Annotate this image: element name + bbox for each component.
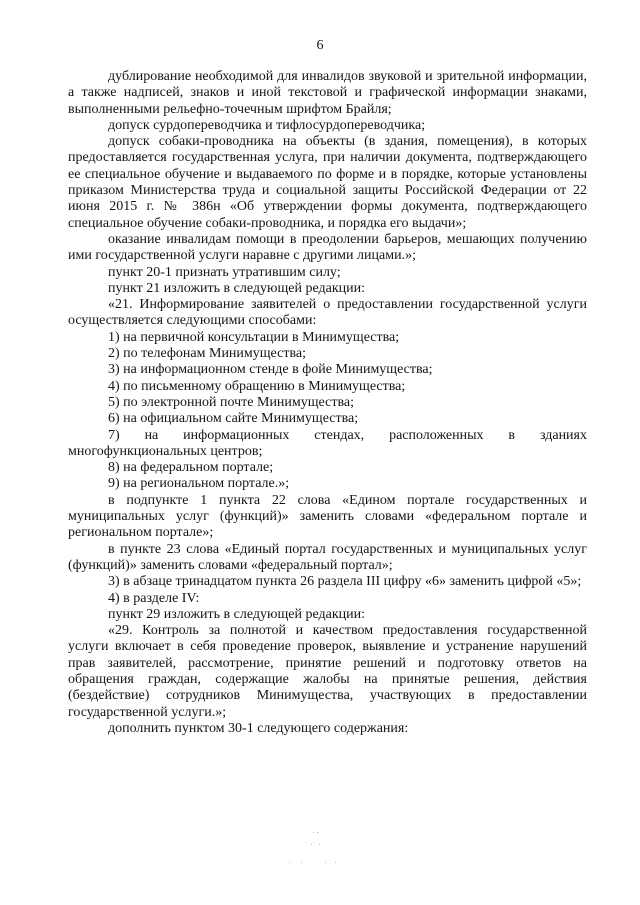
paragraph-assistance: оказание инвалидам помощи в преодолении барьеров, мешающих получению ими государственной услуги наравне с другими лицами.»; <box>68 231 587 264</box>
paragraph-item-26: 3) в абзаце тринадцатом пункта 26 раздела III цифру «6» заменить цифрой «5»; <box>108 574 582 590</box>
list-item-8: 8) на федеральном портале; <box>108 460 274 476</box>
paragraph-item-21-intro: пункт 21 изложить в следующей редакции: <box>108 280 365 296</box>
document-body <box>68 69 587 737</box>
paragraph-sign-interpreter: допуск сурдопереводчика и тифлосурдопереводчика; <box>108 117 426 133</box>
list-item-9: 9) на региональном портале.»; <box>108 476 290 492</box>
list-item-2: 2) по телефонам Минимущества; <box>108 346 306 362</box>
paragraph-guide-dog: допуск собаки-проводника на объекты (в здания, помещения), в которых предоставляется государственная услуга, при наличии документа, подтверждающего ее специальное обучение и выдаваемого по форме и в порядке, которые установлены приказом Министерства труда и социальной защиты Российской Федерации от 22 июня 2015 г. № 386н «Об утверждении формы документа, подтверждающего специальное обучение собаки-проводника, и порядка его выдачи»; <box>68 134 587 231</box>
paragraph-item-29: «29. Контроль за полнотой и качеством предоставления государственной услуги включает в себя проведение проверок, выявление и устранение нарушений прав заявителей, рассмотрение, принятие решений и подготовку ответов на обращения граждан, содержащие жалобы на принятые решения, действия (бездействие) сотрудников Минимущества, участвующих в предоставлении государственной услуги.»; <box>68 623 587 720</box>
list-item-6: 6) на официальном сайте Минимущества; <box>108 411 359 427</box>
paragraph-section-iv: 4) в разделе IV: <box>108 590 200 606</box>
paragraph-item-29-intro: пункт 29 изложить в следующей редакции: <box>108 606 365 622</box>
paragraph-braille-info: дублирование необходимой для инвалидов звуковой и зрительной информации, а также надписей, знаков и иной текстовой и графической информации знаками, выполненными рельефно-точечным шрифтом Брайля; <box>68 69 587 117</box>
list-item-3: 3) на информационном стенде в фойе Минимущества; <box>108 362 433 378</box>
list-item-5: 5) по электронной почте Минимущества; <box>108 394 354 410</box>
list-item-1: 1) на первичной консультации в Минимущества; <box>108 329 400 345</box>
paragraph-item-20-1: пункт 20-1 признать утратившим силу; <box>108 264 341 280</box>
paragraph-item-21: «21. Информирование заявителей о предоставлении государственной услуги осуществляется следующими способами: <box>68 297 587 329</box>
list-item-4: 4) по письменному обращению в Минимущества; <box>108 378 406 394</box>
scan-artifact <box>283 832 343 864</box>
paragraph-item-23: в пункте 23 слова «Единый портал государственных и муниципальных услуг (функций)» заменить словами «федеральный портал»; <box>68 541 587 573</box>
page-number: 6 <box>316 38 324 53</box>
list-item-7: 7) на информационных стендах, расположенных в зданиях многофункциональных центров; <box>68 427 587 459</box>
paragraph-item-22: в подпункте 1 пункта 22 слова «Едином портале государственных и муниципальных услуг (функций)» заменить словами «федеральном портале и региональном портале»; <box>68 492 587 541</box>
paragraph-item-30-1: дополнить пунктом 30-1 следующего содержания: <box>108 720 409 736</box>
